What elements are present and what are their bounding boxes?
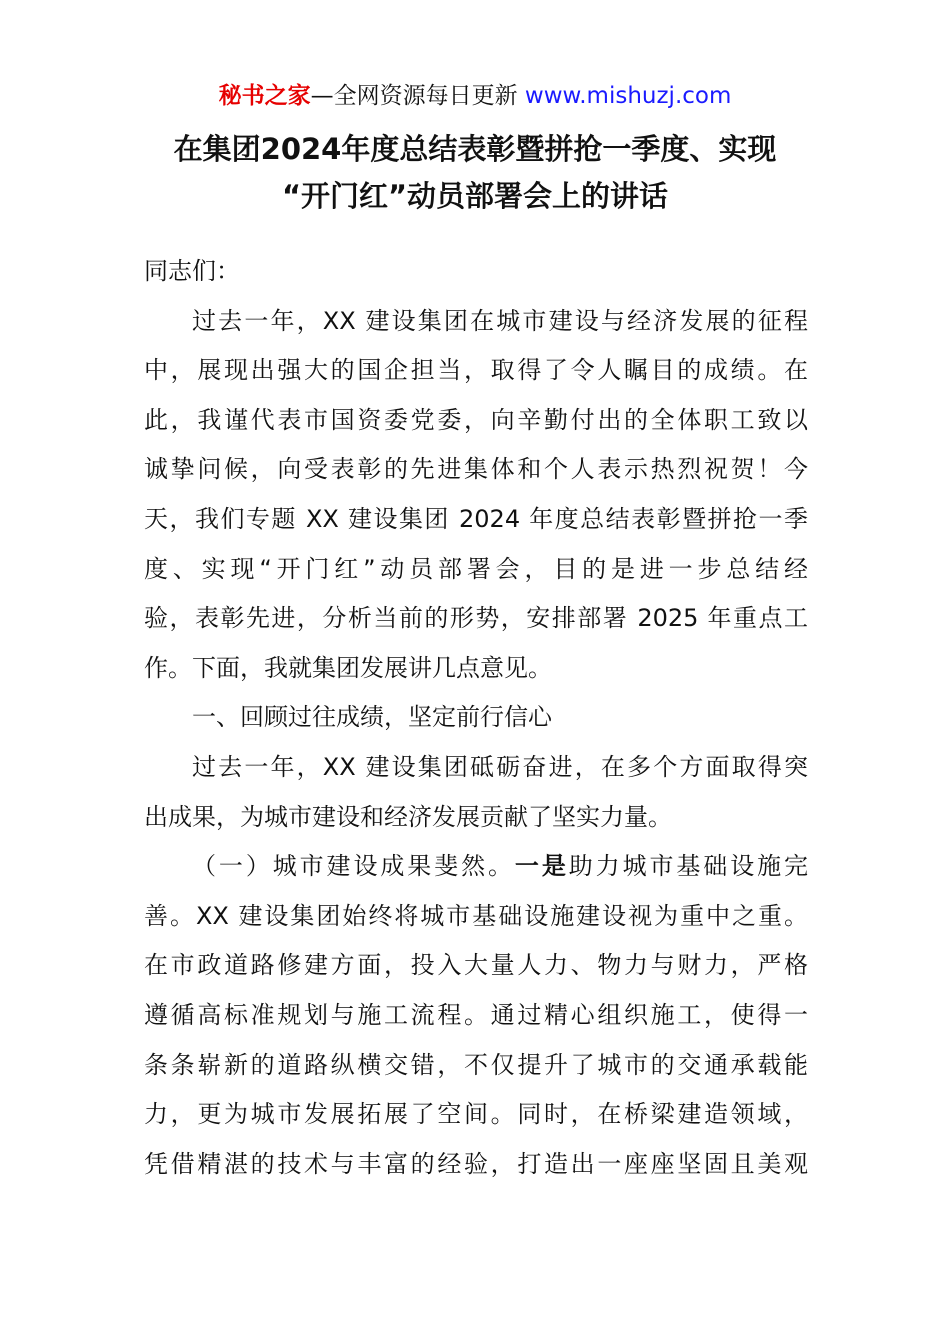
document-body <box>144 247 808 1189</box>
watermark-header <box>0 80 950 112</box>
paragraph-line: 条条崭新的道路纵横交错，不仅提升了城市的交通承载能 <box>144 1050 808 1079</box>
header-tagline: —全网资源每日更新 <box>310 83 518 109</box>
paragraph-line: 过去一年，XX 建设集团在城市建设与经济发展的征程 <box>192 306 808 335</box>
subsection-line <box>144 842 808 892</box>
title-line-1: 在集团2024年度总结表彰暨拼抢一季度、实现 <box>173 132 777 166</box>
paragraph-line: 遵循高标准规划与施工流程。通过精心组织施工，使得一 <box>144 1000 808 1029</box>
title-line-2: “开门红”动员部署会上的讲话 <box>281 179 669 213</box>
paragraph-line: 过去一年，XX 建设集团砥砺奋进，在多个方面取得突 <box>192 752 808 781</box>
subsection-text: 助力城市基础设施完 <box>568 852 809 881</box>
brand-name: 秘书之家 <box>218 83 311 109</box>
paragraph-line: 力，更为城市发展拓展了空间。同时，在桥梁建造领域， <box>144 1100 808 1129</box>
paragraph-line: 诚挚问候，向受表彰的先进集体和个人表示热烈祝贺！今 <box>144 455 808 484</box>
paragraph-line: 度、实现“开门红”动员部署会，目的是进一步总结经 <box>144 554 808 583</box>
paragraph-line: 在市政道路修建方面，投入大量人力、物力与财力，严格 <box>144 951 808 980</box>
paragraph-line: 善。XX 建设集团始终将城市基础设施建设视为重中之重。 <box>144 901 808 930</box>
paragraph-line: 此，我谨代表市国资委党委，向辛勤付出的全体职工致以 <box>144 405 808 434</box>
website-link[interactable]: www.mishuzj.com <box>524 83 732 109</box>
subsection-heading: （一）城市建设成果斐然。 <box>192 852 515 881</box>
salutation: 同志们： <box>144 257 240 285</box>
bold-marker: 一是 <box>514 852 569 881</box>
paragraph-line: 凭借精湛的技术与丰富的经验，打造出一座座坚固且美观 <box>144 1149 808 1178</box>
paragraph-line: 验，表彰先进，分析当前的形势，安排部署 2025 年重点工 <box>144 604 808 633</box>
paragraph-line: 出成果，为城市建设和经济发展贡献了坚实力量。 <box>144 802 672 831</box>
paragraph-line: 作。下面，我就集团发展讲几点意见。 <box>144 653 552 682</box>
paragraph-line: 中，展现出强大的国企担当，取得了令人瞩目的成绩。在 <box>144 356 808 385</box>
section-heading: 一、回顾过往成绩，坚定前行信心 <box>192 703 552 732</box>
document-title <box>0 126 950 220</box>
paragraph-line: 天，我们专题 XX 建设集团 2024 年度总结表彰暨拼抢一季 <box>144 504 808 533</box>
